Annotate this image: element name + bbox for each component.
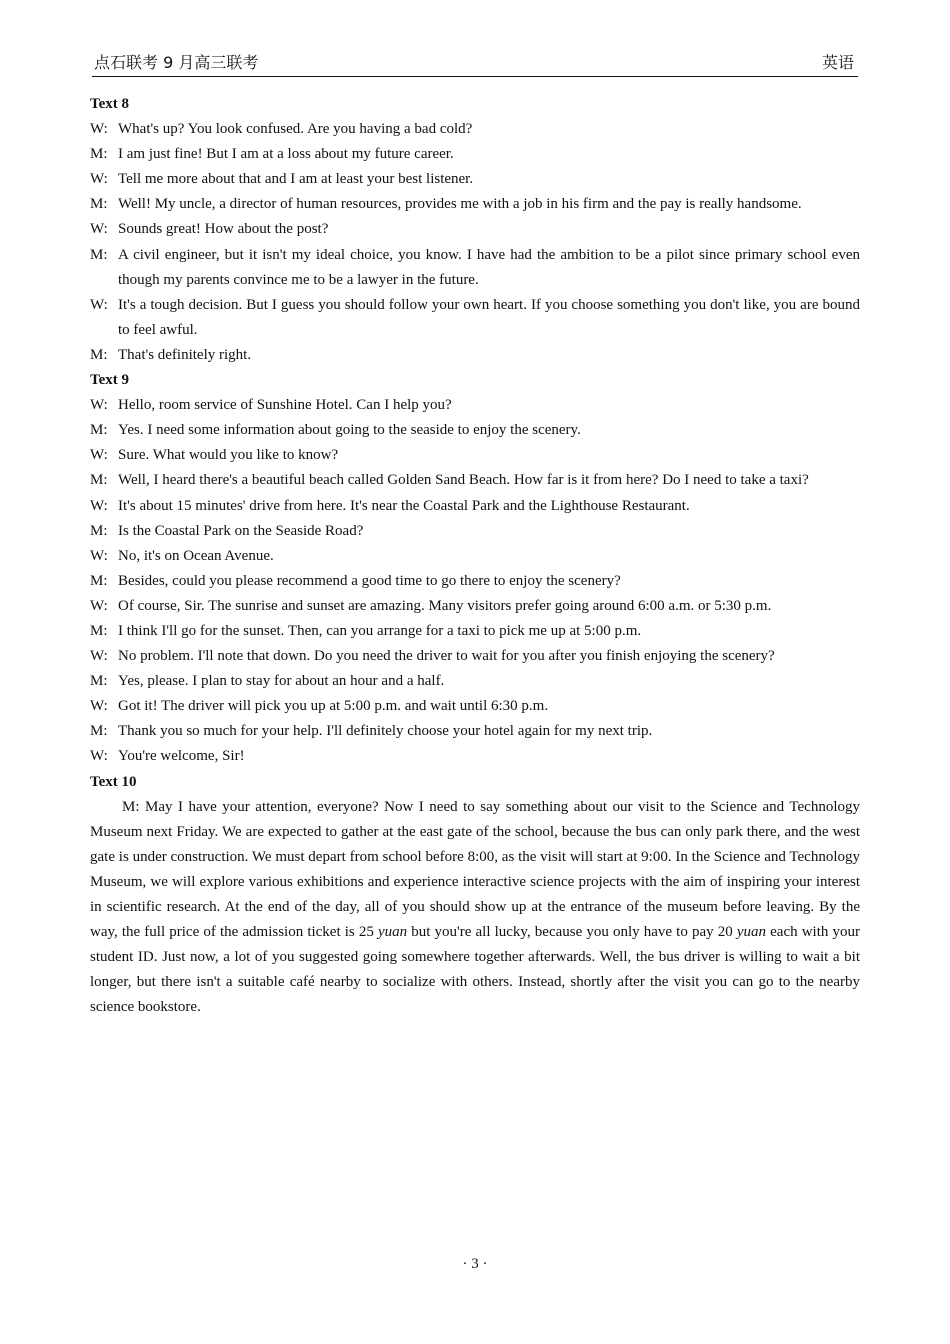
dialogue-line: [90, 142, 860, 167]
speaker-label: M:: [90, 622, 108, 639]
dialogue-line: [90, 192, 860, 217]
dialogue-text: It's a tough decision. But I guess you should follow your own heart. If you choose something you don't like, you are bound to feel awful.: [118, 296, 860, 338]
speaker-label: M:: [90, 196, 108, 213]
dialogue-line: [90, 393, 860, 418]
dialogue-text: Of course, Sir. The sunrise and sunset are amazing. Many visitors prefer going around 6:00 a.m. or 5:30 p.m.: [118, 597, 772, 614]
dialogue-text: Hello, room service of Sunshine Hotel. Can I help you?: [118, 397, 452, 414]
dialogue-text: Well, I heard there's a beautiful beach called Golden Sand Beach. How far is it from here? Do I need to take a taxi?: [118, 472, 809, 489]
dialogue-text: Sounds great! How about the post?: [118, 221, 329, 238]
dialogue-text: Got it! The driver will pick you up at 5:00 p.m. and wait until 6:30 p.m.: [118, 698, 549, 715]
speaker-label: M:: [90, 673, 108, 690]
speaker-label: W:: [90, 171, 108, 188]
dialogue-line: [90, 494, 860, 519]
speaker-label: W:: [90, 296, 108, 313]
dialogue-text: A civil engineer, but it isn't my ideal choice, you know. I have had the ambition to be a pilot since primary school even though my parents convince me to be a lawyer in the future.: [118, 246, 860, 288]
dialogue-text: Tell me more about that and I am at least your best listener.: [118, 171, 474, 188]
dialogue-line: [90, 217, 860, 242]
dialogue-text: Is the Coastal Park on the Seaside Road?: [118, 522, 364, 539]
dialogue-text: I think I'll go for the sunset. Then, can you arrange for a taxi to pick me up at 5:00 p.m.: [118, 622, 642, 639]
dialogue-line: [90, 243, 860, 293]
dialogue-text: That's definitely right.: [118, 346, 252, 363]
page-header: [92, 48, 858, 77]
speaker-label: W:: [90, 497, 108, 514]
dialogue-line: [90, 694, 860, 719]
text10-title: Text 10: [90, 773, 137, 790]
text10-monologue: M: May I have your attention, everyone? Now I need to say something about our visit to the Science and Technology Museum next Friday. We are expected to gather at the east gate of the school, because the bus can only park there, and the west gate is under construction. We must depart from school before 8:00, as the visit will start at 9:00. In the Science and Technology Museum, we will explore various exhibitions and experience interactive science projects with the aim of inspiring your interest in scientific research. At the end of the day, all of you should show up at the entrance of the museum before leaving. By the way, the full price of the admission ticket is 25 yuan but you're all lucky, because you only have to pay 20 yuan each with your student ID. Just now, a lot of you suggested going somewhere together afterwards. Well, the bus driver is willing to wait a bit longer, but there isn't a suitable café nearby to socialize with others. Instead, shortly after the visit you can go to the nearby science bookstore.: [90, 798, 860, 1016]
dialogue-line: [90, 343, 860, 368]
dialogue-line: [90, 594, 860, 619]
dialogue-text: Sure. What would you like to know?: [118, 447, 339, 464]
dialogue-text: No, it's on Ocean Avenue.: [118, 547, 274, 564]
speaker-label: M:: [90, 723, 108, 740]
text8-dialogue: [90, 117, 860, 368]
dialogue-line: [90, 418, 860, 443]
speaker-label: W:: [90, 648, 108, 665]
dialogue-line: [90, 468, 860, 493]
speaker-label: M:: [90, 246, 108, 263]
dialogue-line: [90, 569, 860, 594]
dialogue-text: Thank you so much for your help. I'll definitely choose your hotel again for my next trip.: [118, 723, 653, 740]
dialogue-line: [90, 744, 860, 769]
dialogue-line: [90, 719, 860, 744]
dialogue-line: [90, 519, 860, 544]
dialogue-text: Well! My uncle, a director of human resources, provides me with a job in his firm and the pay is really handsome.: [118, 196, 802, 213]
speaker-label: M:: [90, 146, 108, 163]
dialogue-line: [90, 644, 860, 669]
dialogue-text: No problem. I'll note that down. Do you need the driver to wait for you after you finish enjoying the scenery?: [118, 648, 775, 665]
speaker-label: W:: [90, 397, 108, 414]
dialogue-line: [90, 544, 860, 569]
dialogue-text: Yes. I need some information about going to the seaside to enjoy the scenery.: [118, 422, 581, 439]
speaker-label: W:: [90, 447, 108, 464]
speaker-label: W:: [90, 547, 108, 564]
document-body: [90, 92, 860, 1020]
exam-title: 点石联考 9 月高三联考: [94, 53, 259, 72]
speaker-label: M:: [90, 422, 108, 439]
dialogue-text: Besides, could you please recommend a good time to go there to enjoy the scenery?: [118, 572, 621, 589]
speaker-label: M:: [90, 346, 108, 363]
speaker-label: W:: [90, 221, 108, 238]
speaker-label: M:: [90, 472, 108, 489]
dialogue-line: [90, 117, 860, 142]
dialogue-line: [90, 443, 860, 468]
page-number: · 3 ·: [462, 1256, 488, 1272]
subject-label: 英语: [821, 53, 854, 72]
text9-dialogue: [90, 393, 860, 769]
speaker-label: W:: [90, 748, 108, 765]
speaker-label: W:: [90, 597, 108, 614]
text9-title: Text 9: [90, 372, 130, 389]
dialogue-line: [90, 619, 860, 644]
dialogue-line: [90, 293, 860, 343]
dialogue-text: It's about 15 minutes' drive from here. It's near the Coastal Park and the Lighthouse Restaurant.: [118, 497, 690, 514]
dialogue-text: What's up? You look confused. Are you having a bad cold?: [118, 121, 473, 138]
dialogue-text: I am just fine! But I am at a loss about my future career.: [118, 146, 454, 163]
dialogue-text: You're welcome, Sir!: [118, 748, 245, 765]
dialogue-line: [90, 167, 860, 192]
dialogue-text: Yes, please. I plan to stay for about an hour and a half.: [118, 673, 445, 690]
speaker-label: W:: [90, 698, 108, 715]
speaker-label: M:: [90, 572, 108, 589]
speaker-label: W:: [90, 121, 108, 138]
dialogue-line: [90, 669, 860, 694]
text8-title: Text 8: [90, 96, 130, 112]
speaker-label: M:: [90, 522, 108, 539]
